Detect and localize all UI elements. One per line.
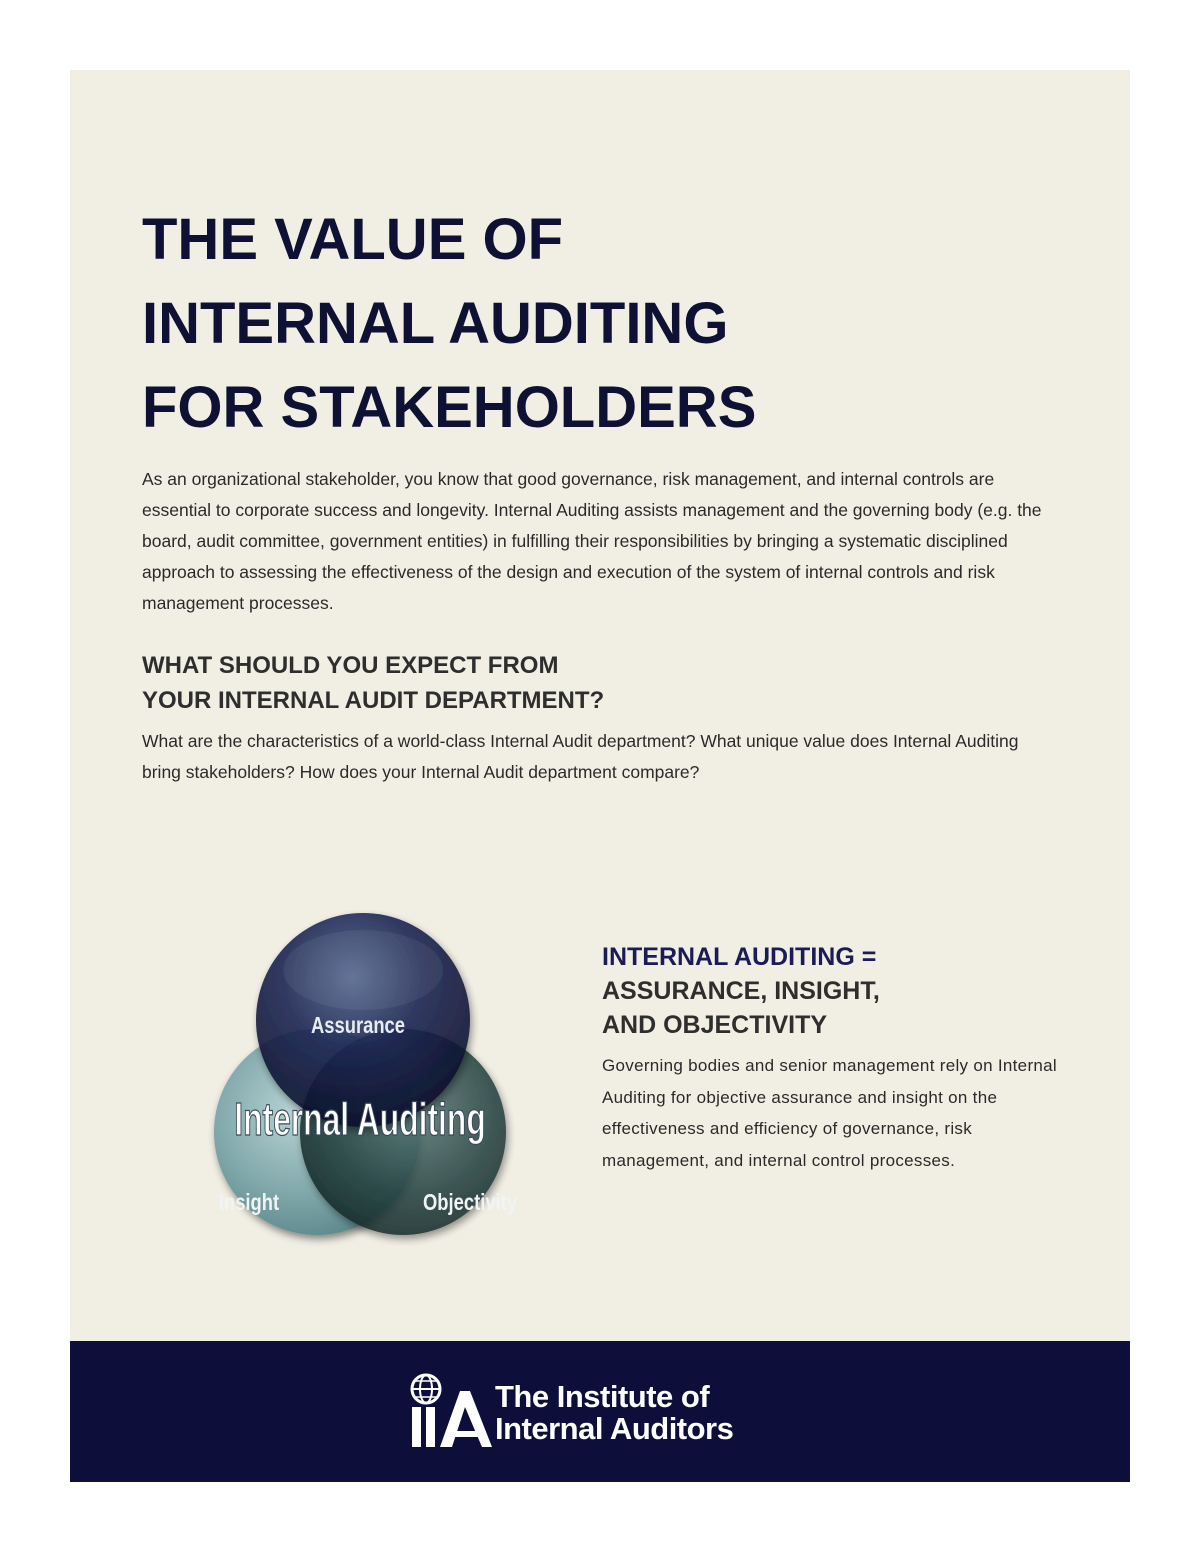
venn-diagram [140,870,580,1250]
expect-heading-line-2: YOUR INTERNAL AUDIT DEPARTMENT? [142,687,605,714]
iia-logo [408,1373,798,1451]
page-title [142,198,756,450]
equation-heading-line-3: AND OBJECTIVITY [602,1011,828,1039]
equation-heading-line-1: INTERNAL AUDITING = [602,943,877,971]
expect-heading [142,648,604,718]
title-line-3: FOR STAKEHOLDERS [142,375,757,440]
venn-label-insight: Insight [218,1190,280,1216]
expect-questions: What are the characteristics of a world-class Internal Audit department? What unique value does Internal Auditing bring stakeholders? How does your Internal Audit department compare? [142,731,1019,782]
venn-label-objectivity: Objectivity [422,1190,518,1216]
page-background [70,70,1130,1482]
org-name [495,1381,733,1445]
expect-heading-line-1: WHAT SHOULD YOU EXPECT FROM [142,652,559,679]
venn-label-assurance: Assurance [310,1013,406,1039]
equation-body: Governing bodies and senior management rely on Internal Auditing for objective assurance and insight on the effectiveness and efficiency of governance, risk management, and internal control processes. [602,1056,1057,1170]
equation-heading-line-2: ASSURANCE, INSIGHT, [602,977,880,1005]
intro-paragraph: As an organizational stakeholder, you know that good governance, risk management, and internal controls are essential to corporate success and longevity. Internal Auditing assists management and the governing body (e.g. the board, audit committee, government entities) in fulfilling their responsibilities by bringing a systematic disciplined approach to assessing the effectiveness of the design and execution of the system of internal controls and risk management processes. [142,469,1042,613]
footer-bar [70,1341,1130,1482]
org-name-line-2: Internal Auditors [495,1411,734,1446]
venn-label-center: Internal Auditing [234,1094,486,1146]
org-name-line-1: The Institute of [495,1379,710,1414]
equation-heading [602,940,880,1042]
globe-icon [408,1373,498,1451]
title-line-2: INTERNAL AUDITING [142,291,729,356]
title-line-1: THE VALUE OF [142,207,564,272]
